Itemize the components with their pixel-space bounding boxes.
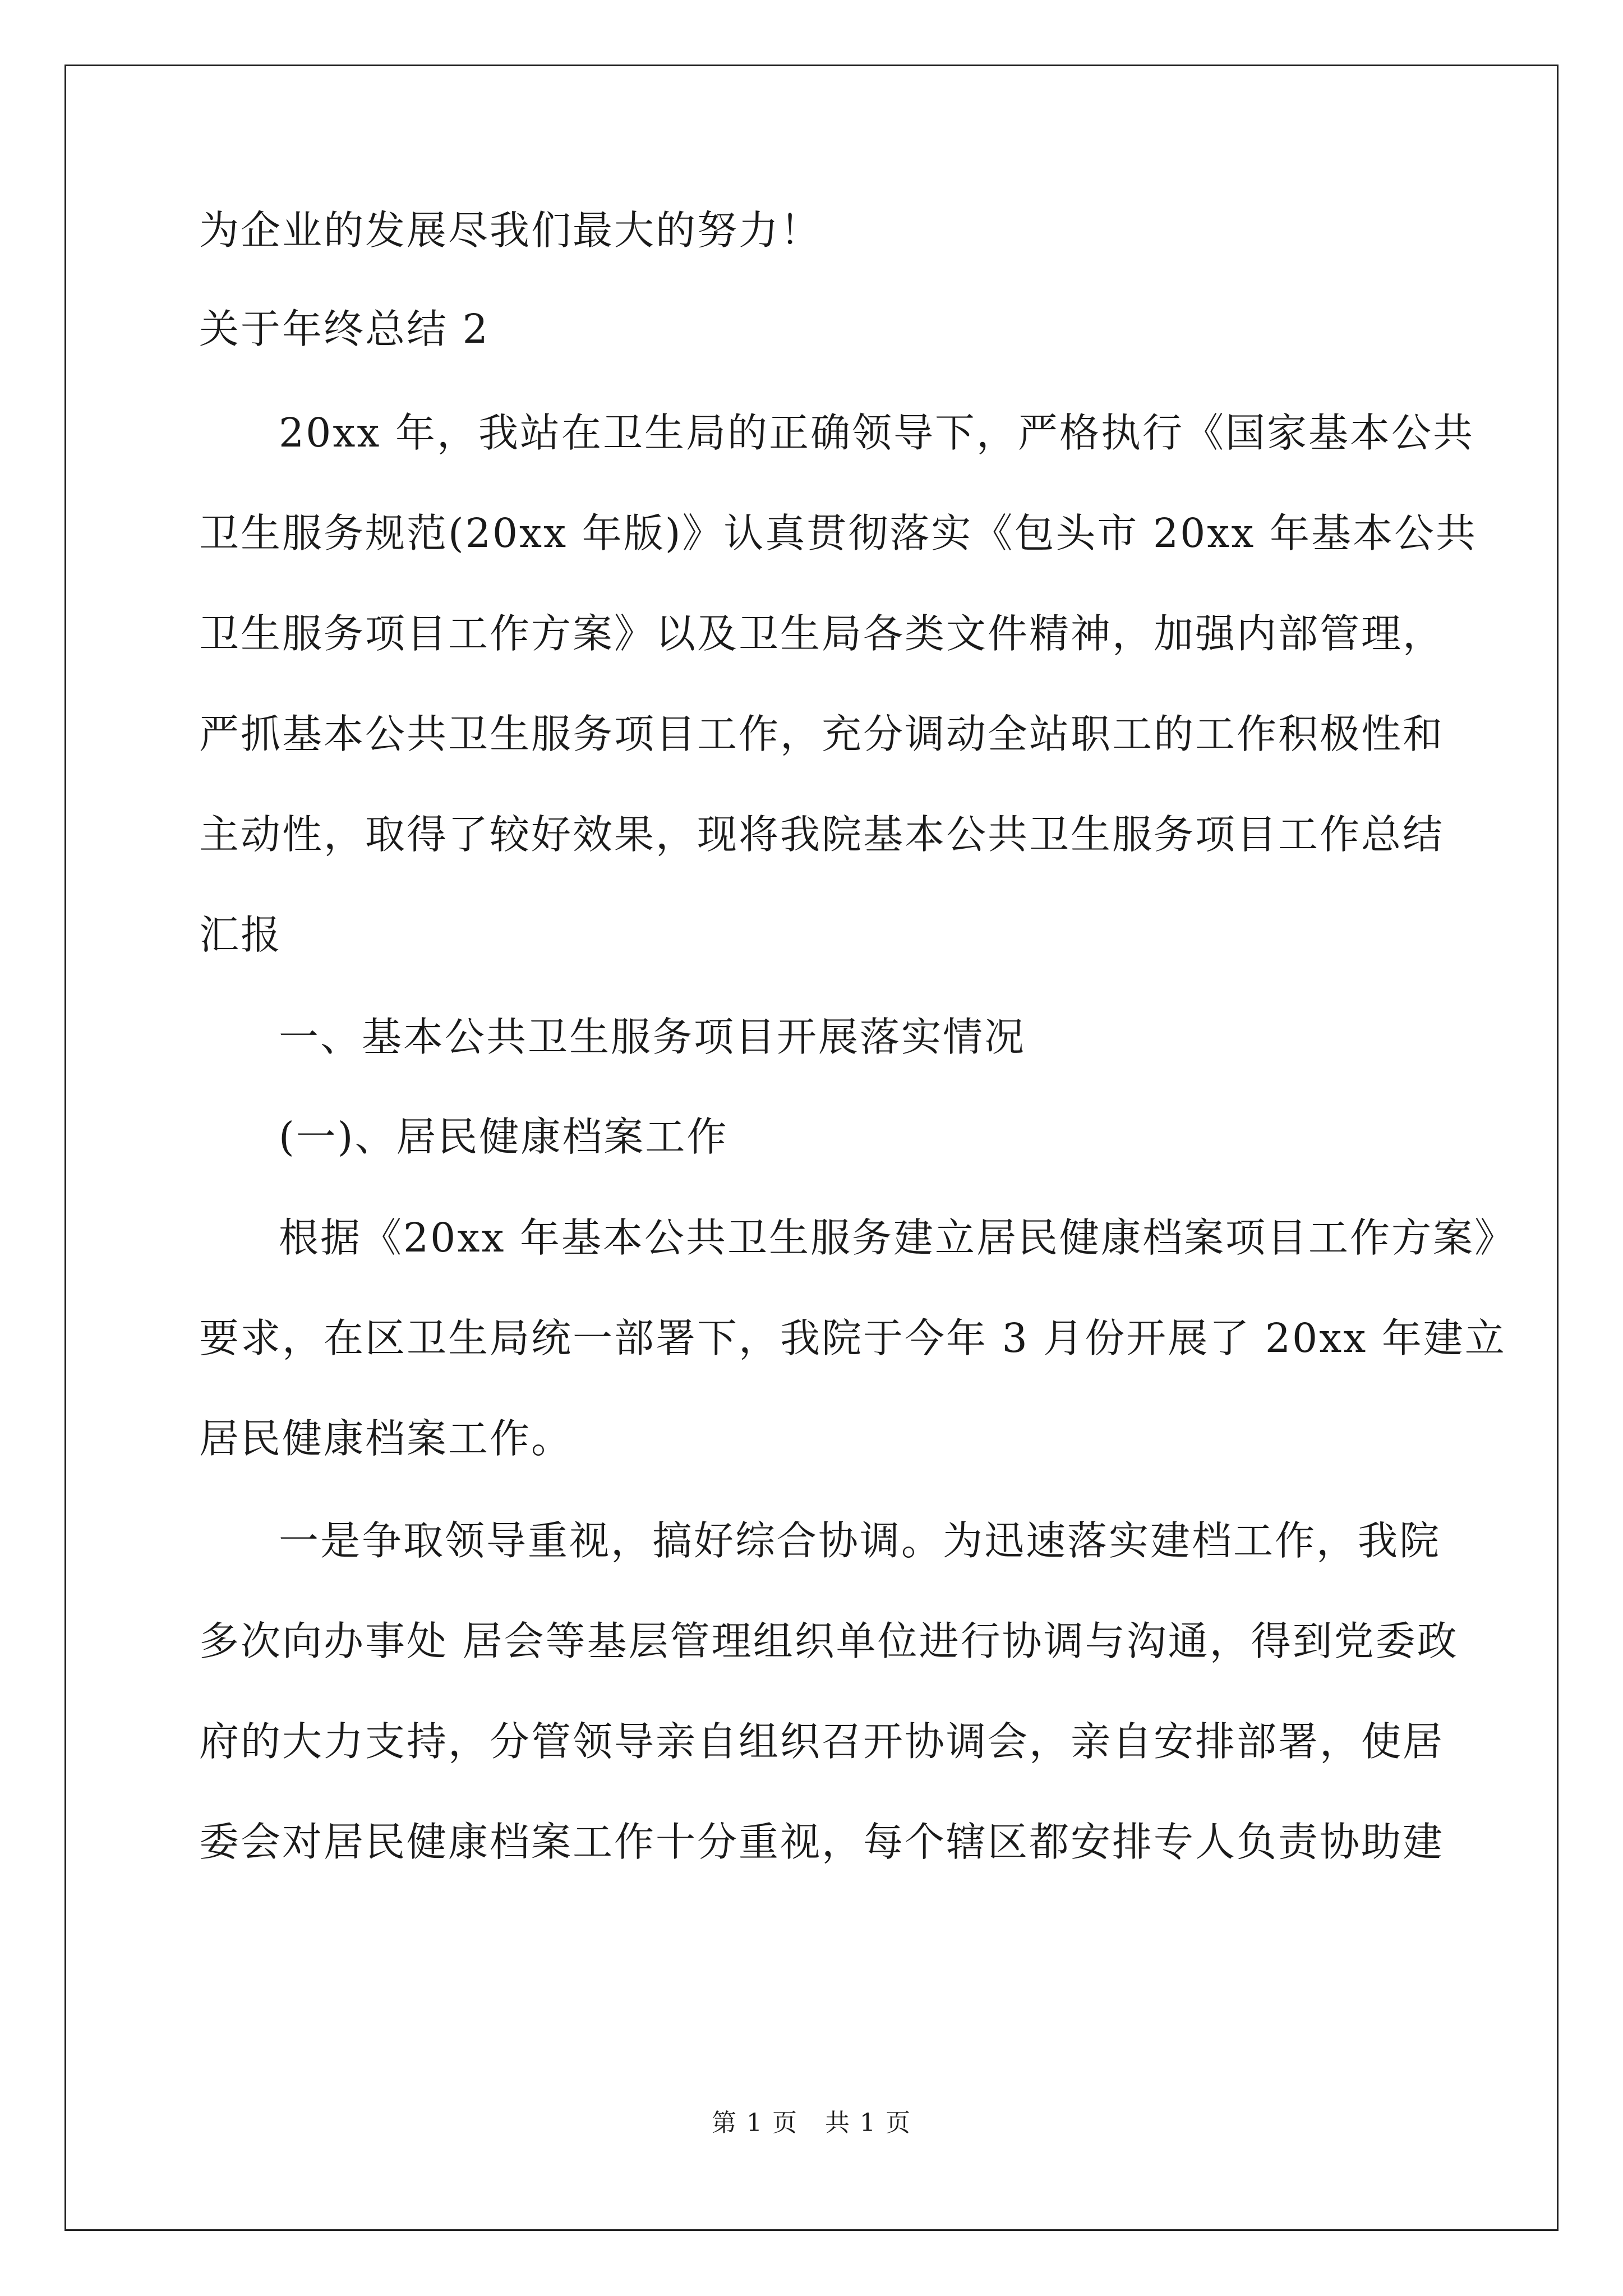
subsection-heading: 一、基本公共卫生服务项目开展落实情况 bbox=[279, 1014, 1026, 1060]
text-line: 卫生服务规范(20xx 年版)》认真贯彻落实《包头市 20xx 年基本公共 bbox=[199, 510, 1477, 556]
section-heading: 关于年终总结 2 bbox=[199, 306, 490, 352]
text-line: 根据《20xx 年基本公共卫生服务建立居民健康档案项目工作方案》 bbox=[279, 1214, 1516, 1261]
text-line: 居民健康档案工作。 bbox=[199, 1415, 573, 1462]
page-footer bbox=[0, 2109, 1623, 2137]
text-line: 主动性，取得了较好效果，现将我院基本公共卫生服务项目工作总结 bbox=[199, 811, 1445, 858]
page-number: 第 1 页 bbox=[712, 2109, 798, 2137]
text-line: 为企业的发展尽我们最大的努力！ bbox=[199, 207, 822, 254]
text-line: 委会对居民健康档案工作十分重视，每个辖区都安排专人负责协助建 bbox=[199, 1819, 1445, 1865]
subsection-heading: (一)、居民健康档案工作 bbox=[279, 1114, 728, 1160]
text-line: 要求，在区卫生局统一部署下，我院于今年 3 月份开展了 20xx 年建立 bbox=[199, 1315, 1506, 1361]
page-total: 共 1 页 bbox=[825, 2109, 911, 2137]
text-line: 一是争取领导重视，搞好综合协调。为迅速落实建档工作，我院 bbox=[279, 1517, 1441, 1564]
text-line: 卫生服务项目工作方案》以及卫生局各类文件精神，加强内部管理， bbox=[199, 610, 1445, 657]
text-line: 20xx 年，我站在卫生局的正确领导下，严格执行《国家基本公共 bbox=[279, 409, 1474, 456]
text-line: 府的大力支持，分管领导亲自组织召开协调会，亲自安排部署，使居 bbox=[199, 1718, 1445, 1765]
text-line: 汇报 bbox=[199, 912, 283, 958]
text-line: 严抓基本公共卫生服务项目工作，充分调动全站职工的工作积极性和 bbox=[199, 711, 1445, 757]
text-line: 多次向办事处 居会等基层管理组织单位进行协调与沟通，得到党委政 bbox=[199, 1618, 1459, 1664]
